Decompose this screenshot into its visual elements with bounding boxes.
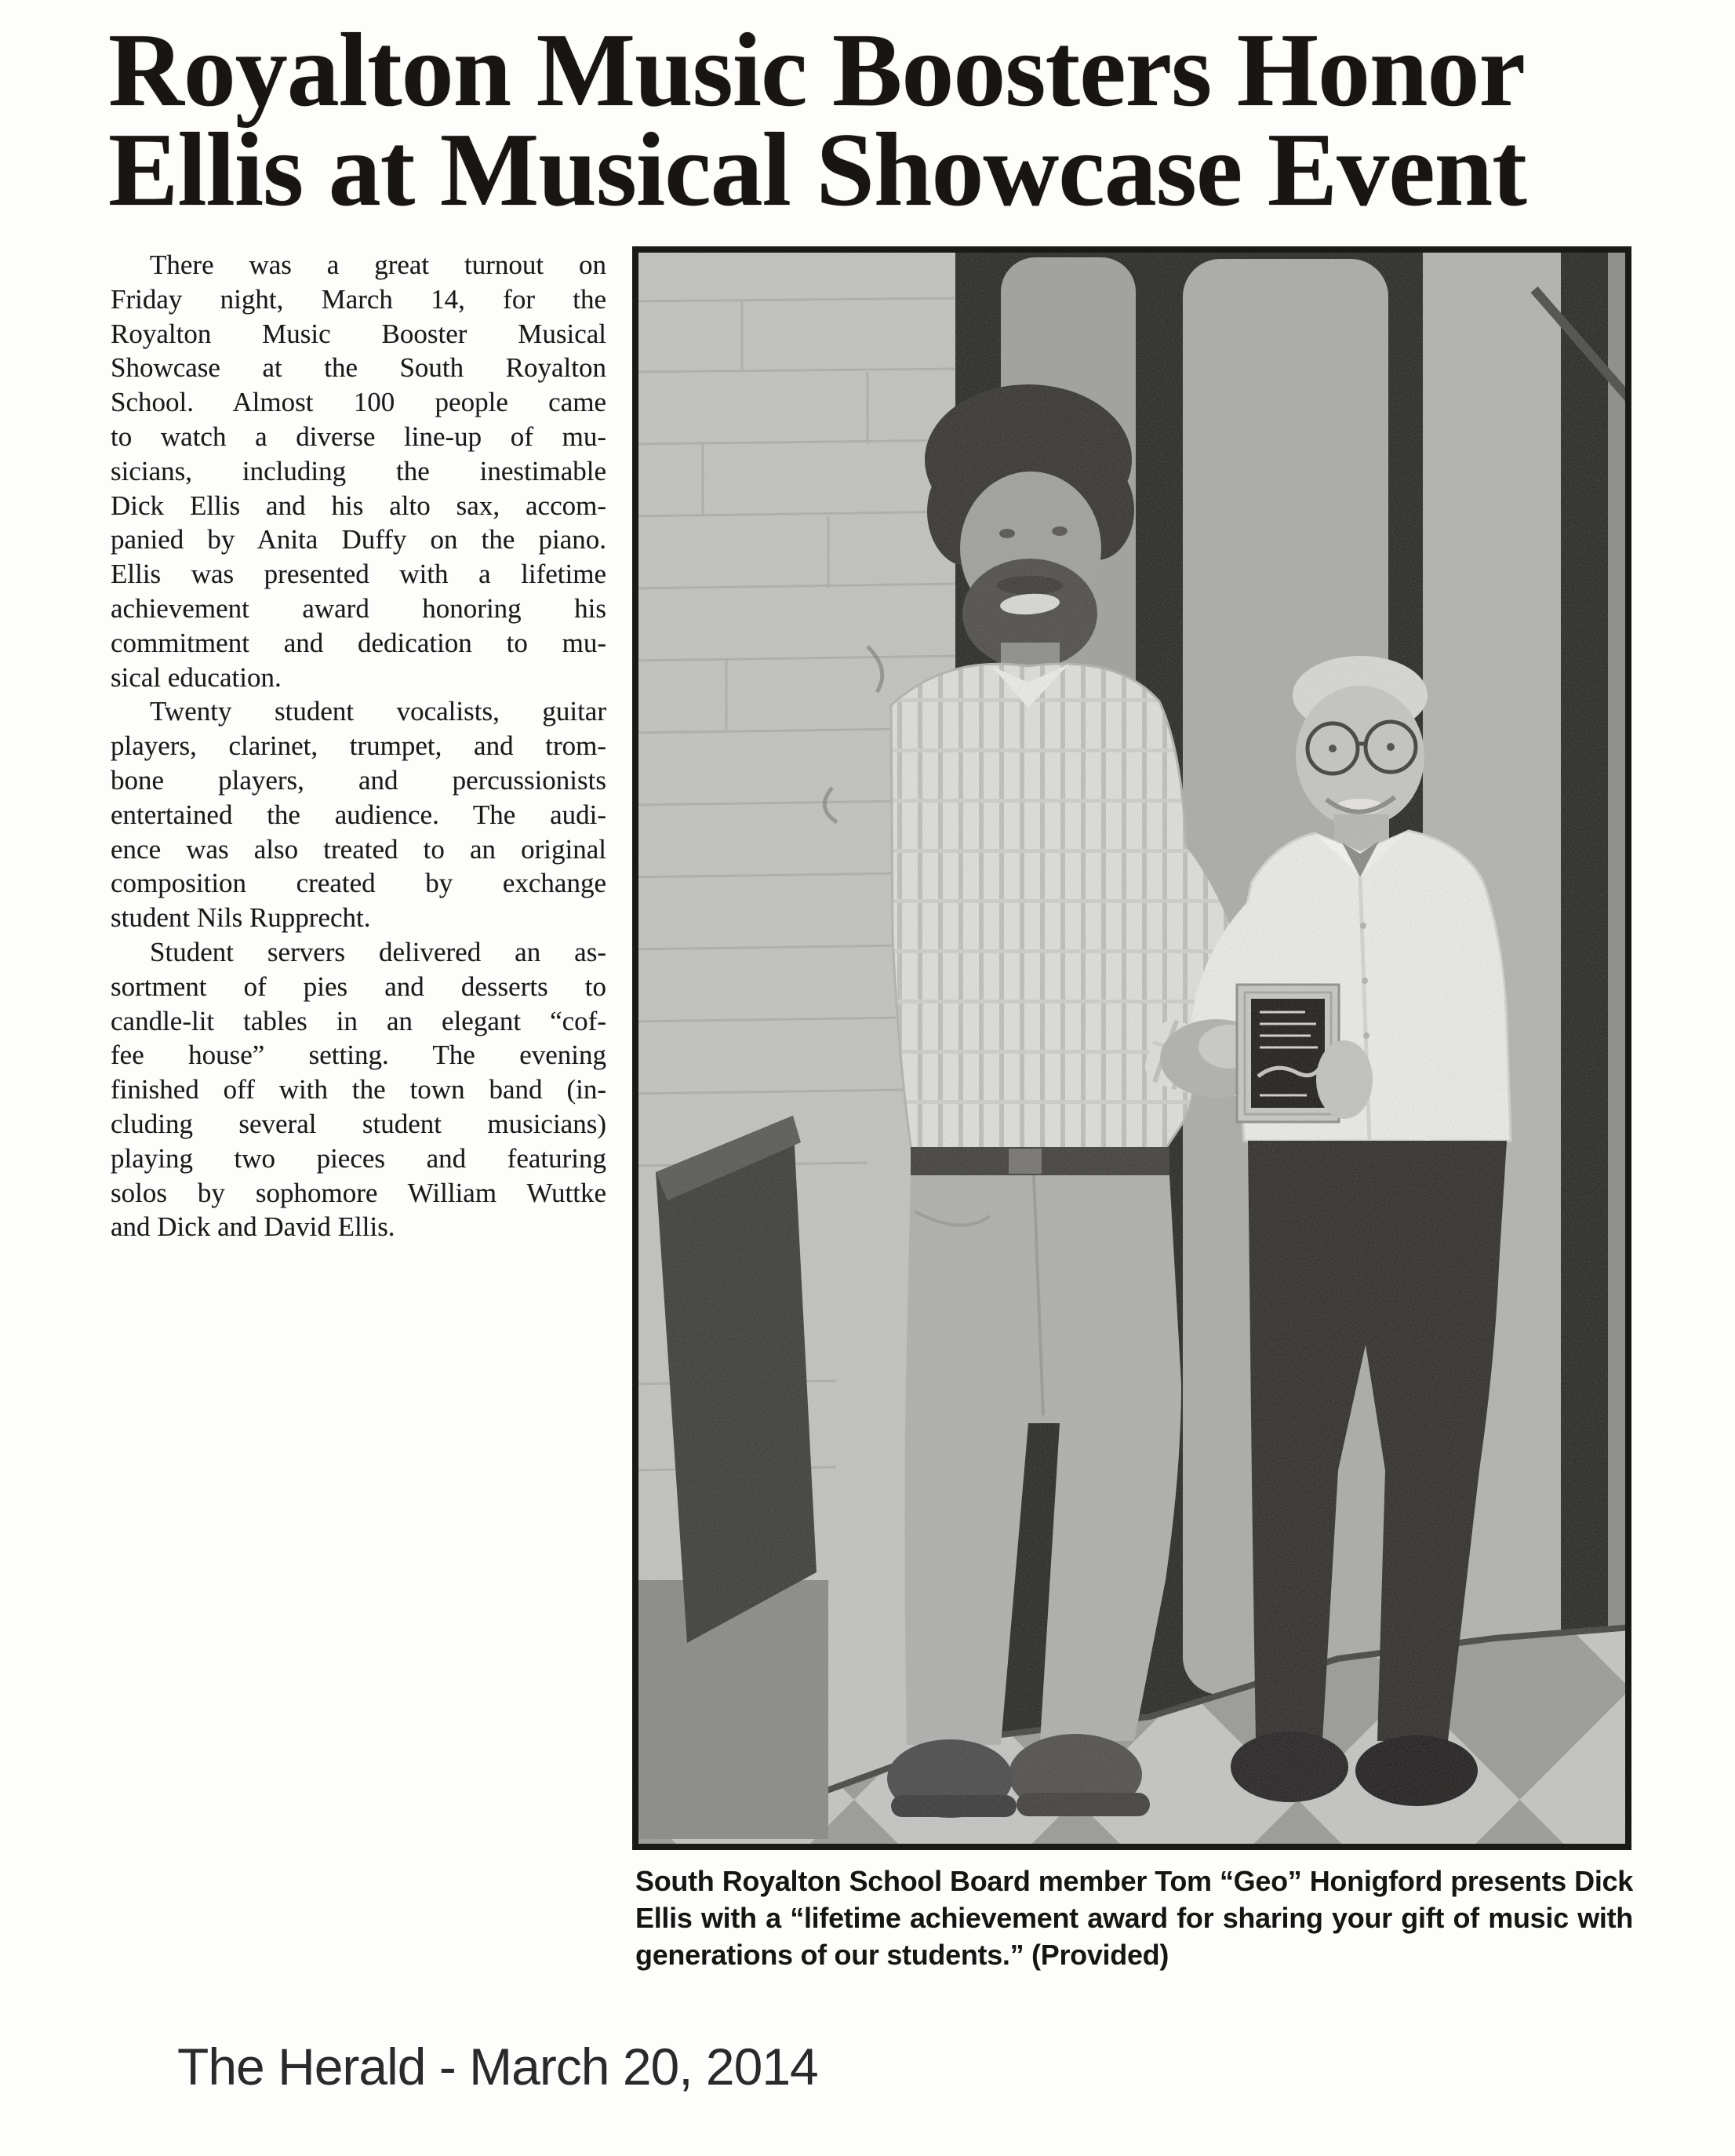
article-photo [632,246,1631,1850]
text-line: South Royalton School Board member Tom “Geo” Honigford presents Dick [635,1865,1633,1897]
text-line: Royalton Music Booster Musical [111,318,606,349]
text-line: composition created by exchange [111,868,606,899]
paragraph-3 [111,935,606,1244]
text-line: School. Almost 100 people came [111,387,606,418]
headline-line-2: Ellis at Musical Showcase Event [108,111,1526,228]
text-line: sortment of pies and desserts to [111,971,606,1002]
text-line: Twenty student vocalists, guitar [150,696,606,727]
paragraph-2 [111,694,606,935]
text-line: achievement award honoring his [111,592,606,624]
text-line: candle-lit tables in an elegant “cof- [111,1005,606,1036]
photo-grain [632,246,1631,1850]
text-line: solos by sophomore William Wuttke [111,1177,606,1208]
text-line: playing two pieces and featuring [111,1142,606,1174]
headline [108,12,1685,228]
text-line: bone players, and percussionists [111,764,606,796]
headline-line-1: Royalton Music Boosters Honor [108,12,1525,128]
text-line: cluding several student musicians) [111,1108,606,1139]
text-line: commitment and dedication to mu- [111,627,606,658]
article-body [111,248,606,1244]
text-line: players, clarinet, trumpet, and trom- [111,730,606,762]
text-line: ence was also treated to an original [111,833,606,865]
text-line: to watch a diverse line-up of mu- [111,421,606,452]
photo-graphic [632,246,1631,1850]
text-line: generations of our students.” (Provided) [635,1939,1169,1971]
text-line: Showcase at the South Royalton [111,352,606,384]
text-line: finished off with the town band (in- [111,1074,606,1105]
source-line: The Herald - March 20, 2014 [177,2038,818,2096]
paragraph-1 [111,248,606,694]
text-line: and Dick and David Ellis. [111,1211,395,1243]
text-line: There was a great turnout on [150,249,606,280]
text-line: Friday night, March 14, for the [111,283,606,315]
text-line: sical education. [111,661,282,693]
text-line: panied by Anita Duffy on the piano. [111,524,606,555]
text-line: Dick Ellis and his alto sax, accom- [111,490,606,521]
photo-caption [635,1863,1633,1973]
text-line: Ellis with a “lifetime achievement award for sharing your gift of music with [635,1902,1633,1934]
text-line: fee house” setting. The evening [111,1040,606,1071]
text-line: Ellis was presented with a lifetime [111,559,606,590]
text-line: entertained the audience. The audi- [111,799,606,830]
text-line: student Nils Rupprecht. [111,902,371,934]
text-line: Student servers delivered an as- [150,936,606,967]
text-line: sicians, including the inestimable [111,455,606,486]
